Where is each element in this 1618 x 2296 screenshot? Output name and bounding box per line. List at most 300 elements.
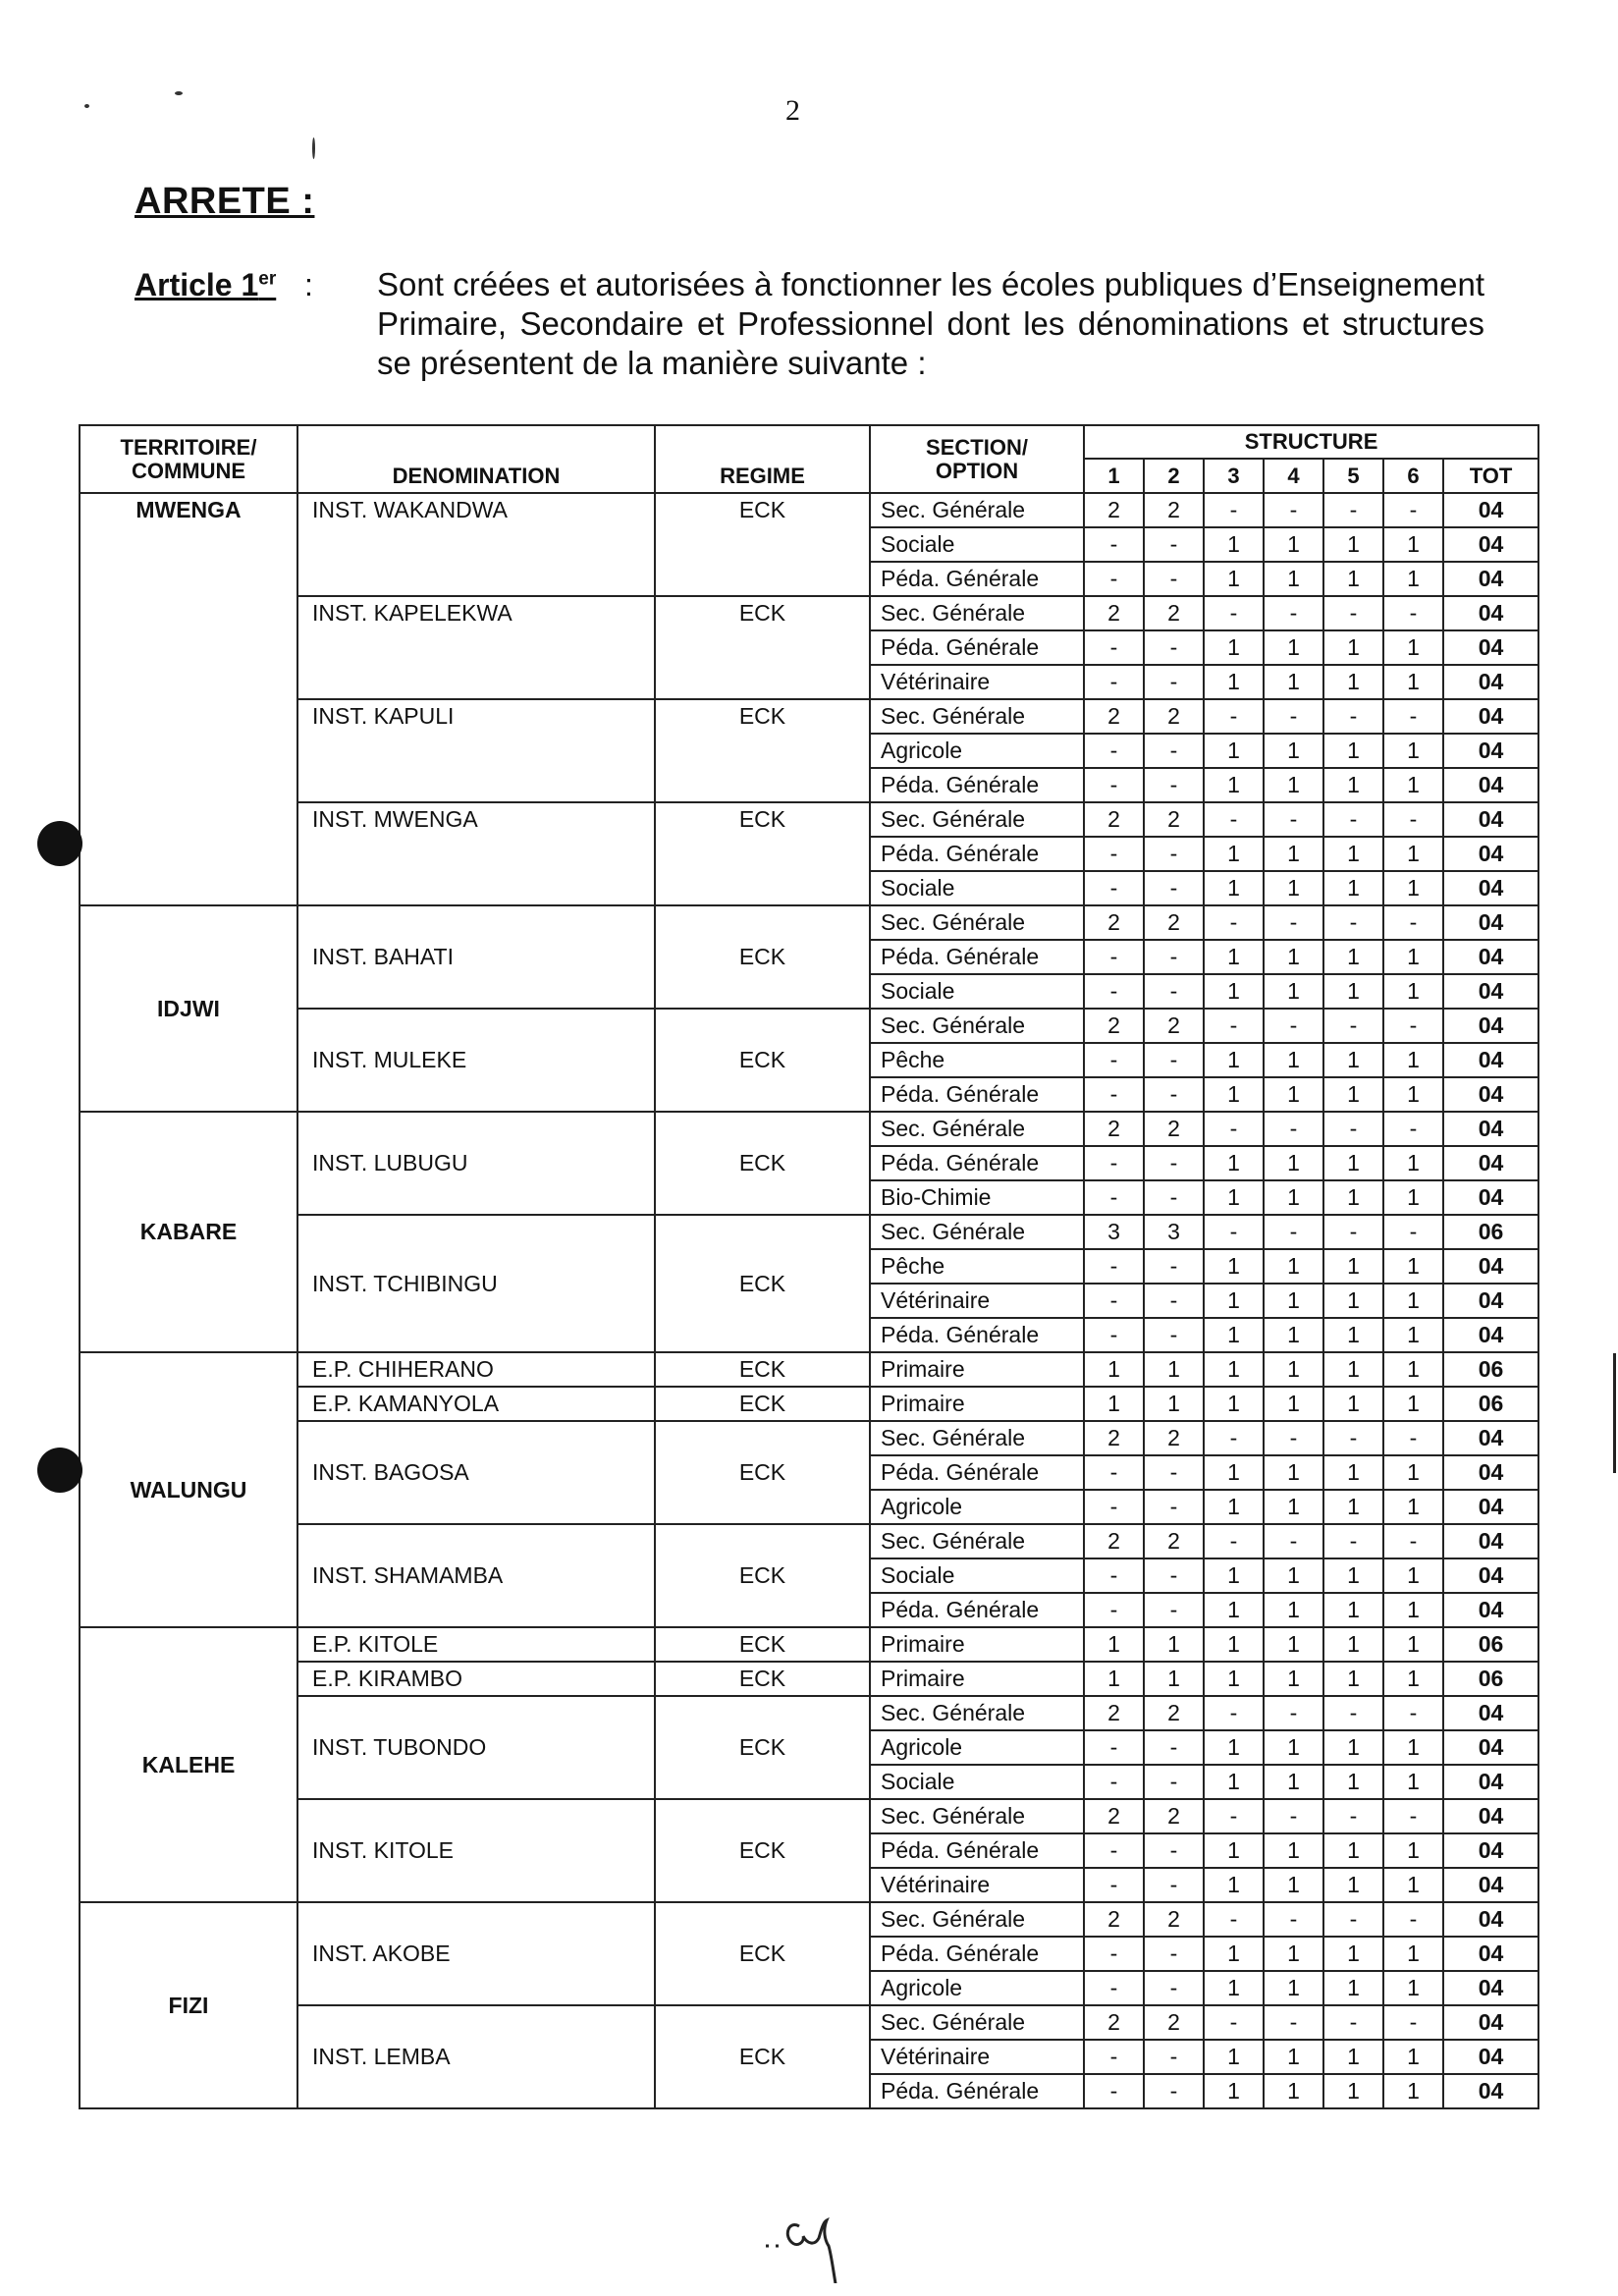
year-value-cell: 1 xyxy=(1264,1455,1323,1490)
hole-punch-mark xyxy=(37,821,82,866)
year-value-cell: - xyxy=(1144,1180,1204,1215)
year-value-cell: 1 xyxy=(1383,1352,1443,1387)
regime-cell: ECK xyxy=(655,1662,870,1696)
school-name-cell: E.P. KITOLE xyxy=(297,1627,655,1662)
year-value-cell: 1 xyxy=(1383,974,1443,1009)
year-value-cell: - xyxy=(1084,1284,1144,1318)
total-cell: 04 xyxy=(1443,2074,1538,2108)
year-value-cell: - xyxy=(1084,1455,1144,1490)
year-value-cell: 1 xyxy=(1323,1627,1383,1662)
year-value-cell: 1 xyxy=(1383,940,1443,974)
year-value-cell: 1 xyxy=(1323,974,1383,1009)
year-value-cell: 1 xyxy=(1204,562,1264,596)
total-cell: 04 xyxy=(1443,1112,1538,1146)
total-cell: 04 xyxy=(1443,1524,1538,1558)
option-cell: Péda. Générale xyxy=(870,1318,1084,1352)
total-cell: 04 xyxy=(1443,1971,1538,2005)
year-value-cell: 1 xyxy=(1323,1662,1383,1696)
year-value-cell: - xyxy=(1323,1009,1383,1043)
total-cell: 04 xyxy=(1443,1593,1538,1627)
year-value-cell: - xyxy=(1323,1902,1383,1937)
scan-edge-mark xyxy=(1613,1353,1616,1473)
regime-cell: ECK xyxy=(655,2005,870,2108)
year-value-cell: - xyxy=(1144,1558,1204,1593)
year-value-cell: 1 xyxy=(1323,1558,1383,1593)
year-value-cell: - xyxy=(1084,1937,1144,1971)
table-row xyxy=(80,1215,1538,1249)
year-value-cell: - xyxy=(1084,1318,1144,1352)
year-value-cell: 2 xyxy=(1144,1112,1204,1146)
year-value-cell: - xyxy=(1144,630,1204,665)
option-cell: Péda. Générale xyxy=(870,1833,1084,1868)
total-cell: 06 xyxy=(1443,1662,1538,1696)
territory-cell: WALUNGU xyxy=(80,1352,297,1627)
year-value-cell: 1 xyxy=(1204,1627,1264,1662)
year-value-cell: 1 xyxy=(1204,2040,1264,2074)
school-name-cell: E.P. CHIHERANO xyxy=(297,1352,655,1387)
year-value-cell: - xyxy=(1323,1421,1383,1455)
header-year-5: 5 xyxy=(1323,459,1383,493)
year-value-cell: - xyxy=(1204,802,1264,837)
total-cell: 04 xyxy=(1443,665,1538,699)
year-value-cell: - xyxy=(1144,974,1204,1009)
handwritten-initials xyxy=(756,2175,864,2283)
year-value-cell: 1 xyxy=(1144,1662,1204,1696)
total-cell: 04 xyxy=(1443,2005,1538,2040)
option-cell: Péda. Générale xyxy=(870,630,1084,665)
year-value-cell: - xyxy=(1204,1421,1264,1455)
year-value-cell: 1 xyxy=(1383,1249,1443,1284)
year-value-cell: - xyxy=(1383,1902,1443,1937)
year-value-cell: 1 xyxy=(1323,1284,1383,1318)
year-value-cell: 1 xyxy=(1264,1937,1323,1971)
regime-cell: ECK xyxy=(655,596,870,699)
year-value-cell: 1 xyxy=(1204,1455,1264,1490)
year-value-cell: - xyxy=(1204,1902,1264,1937)
year-value-cell: 1 xyxy=(1264,1868,1323,1902)
option-cell: Péda. Générale xyxy=(870,940,1084,974)
territory-cell: FIZI xyxy=(80,1902,297,2108)
year-value-cell: 1 xyxy=(1204,1284,1264,1318)
year-value-cell: 1 xyxy=(1323,1730,1383,1765)
year-value-cell: - xyxy=(1383,1112,1443,1146)
table-row xyxy=(80,1662,1538,1696)
year-value-cell: 2 xyxy=(1084,1902,1144,1937)
year-value-cell: 2 xyxy=(1084,1112,1144,1146)
year-value-cell: - xyxy=(1144,1937,1204,1971)
year-value-cell: 1 xyxy=(1383,1077,1443,1112)
option-cell: Sec. Générale xyxy=(870,1524,1084,1558)
option-cell: Péda. Générale xyxy=(870,2074,1084,2108)
year-value-cell: 1 xyxy=(1264,974,1323,1009)
year-value-cell: 1 xyxy=(1204,974,1264,1009)
total-cell: 04 xyxy=(1443,1490,1538,1524)
year-value-cell: - xyxy=(1383,699,1443,734)
scan-speck xyxy=(84,104,89,108)
year-value-cell: 1 xyxy=(1383,665,1443,699)
year-value-cell: 1 xyxy=(1264,768,1323,802)
year-value-cell: 1 xyxy=(1323,1937,1383,1971)
year-value-cell: 1 xyxy=(1204,630,1264,665)
article-colon: : xyxy=(304,267,313,302)
year-value-cell: - xyxy=(1084,1765,1144,1799)
year-value-cell: 1 xyxy=(1264,1971,1323,2005)
year-value-cell: - xyxy=(1144,2074,1204,2108)
year-value-cell: 1 xyxy=(1383,1180,1443,1215)
year-value-cell: - xyxy=(1264,1799,1323,1833)
total-cell: 04 xyxy=(1443,1249,1538,1284)
year-value-cell: - xyxy=(1264,596,1323,630)
header-section: SECTION/ OPTION xyxy=(870,425,1084,493)
option-cell: Sec. Générale xyxy=(870,1421,1084,1455)
school-name-cell: INST. BAHATI xyxy=(297,905,655,1009)
year-value-cell: 1 xyxy=(1323,665,1383,699)
territory-cell: KABARE xyxy=(80,1112,297,1352)
regime-cell: ECK xyxy=(655,1387,870,1421)
year-value-cell: 1 xyxy=(1264,1765,1323,1799)
year-value-cell: 1 xyxy=(1264,1043,1323,1077)
option-cell: Sociale xyxy=(870,871,1084,905)
year-value-cell: - xyxy=(1204,1215,1264,1249)
total-cell: 04 xyxy=(1443,2040,1538,2074)
total-cell: 04 xyxy=(1443,699,1538,734)
article-text: Sont créées et autorisées à fonctionner les écoles publiques d’Enseignement Primaire, Secondaire et Professionnel dont les dénominations et structures se présentent de la manière suivante : xyxy=(377,266,1484,381)
year-value-cell: - xyxy=(1323,596,1383,630)
option-cell: Pêche xyxy=(870,1043,1084,1077)
option-cell: Agricole xyxy=(870,734,1084,768)
year-value-cell: 1 xyxy=(1323,2040,1383,2074)
option-cell: Sociale xyxy=(870,527,1084,562)
year-value-cell: - xyxy=(1323,1696,1383,1730)
total-cell: 04 xyxy=(1443,1937,1538,1971)
option-cell: Péda. Générale xyxy=(870,1937,1084,1971)
year-value-cell: 1 xyxy=(1204,1180,1264,1215)
year-value-cell: 1 xyxy=(1383,1284,1443,1318)
territory-cell: IDJWI xyxy=(80,905,297,1112)
year-value-cell: 1 xyxy=(1204,1833,1264,1868)
year-value-cell: 2 xyxy=(1144,699,1204,734)
year-value-cell: - xyxy=(1144,1284,1204,1318)
year-value-cell: 1 xyxy=(1204,1662,1264,1696)
year-value-cell: - xyxy=(1144,1971,1204,2005)
year-value-cell: - xyxy=(1144,1730,1204,1765)
year-value-cell: 1 xyxy=(1204,1249,1264,1284)
year-value-cell: 1 xyxy=(1383,1765,1443,1799)
year-value-cell: 1 xyxy=(1264,1180,1323,1215)
year-value-cell: 2 xyxy=(1144,1524,1204,1558)
year-value-cell: 1 xyxy=(1323,1352,1383,1387)
option-cell: Vétérinaire xyxy=(870,665,1084,699)
header-year-4: 4 xyxy=(1264,459,1323,493)
header-year-1: 1 xyxy=(1084,459,1144,493)
year-value-cell: - xyxy=(1383,1799,1443,1833)
year-value-cell: 1 xyxy=(1383,1455,1443,1490)
year-value-cell: - xyxy=(1383,1696,1443,1730)
year-value-cell: 2 xyxy=(1144,2005,1204,2040)
year-value-cell: 3 xyxy=(1144,1215,1204,1249)
year-value-cell: 1 xyxy=(1204,1558,1264,1593)
year-value-cell: - xyxy=(1144,527,1204,562)
year-value-cell: 1 xyxy=(1383,1627,1443,1662)
year-value-cell: 3 xyxy=(1084,1215,1144,1249)
year-value-cell: - xyxy=(1204,596,1264,630)
year-value-cell: - xyxy=(1084,1868,1144,1902)
option-cell: Primaire xyxy=(870,1662,1084,1696)
year-value-cell: - xyxy=(1144,1765,1204,1799)
school-name-cell: E.P. KIRAMBO xyxy=(297,1662,655,1696)
table-row xyxy=(80,1799,1538,1833)
regime-cell: ECK xyxy=(655,1696,870,1799)
total-cell: 04 xyxy=(1443,1902,1538,1937)
header-total: TOT xyxy=(1443,459,1538,493)
year-value-cell: - xyxy=(1383,596,1443,630)
year-value-cell: 1 xyxy=(1204,1765,1264,1799)
school-name-cell: INST. TCHIBINGU xyxy=(297,1215,655,1352)
year-value-cell: - xyxy=(1084,768,1144,802)
year-value-cell: 1 xyxy=(1204,768,1264,802)
year-value-cell: 1 xyxy=(1323,1318,1383,1352)
total-cell: 04 xyxy=(1443,1146,1538,1180)
year-value-cell: 1 xyxy=(1323,871,1383,905)
option-cell: Agricole xyxy=(870,1971,1084,2005)
total-cell: 04 xyxy=(1443,1455,1538,1490)
year-value-cell: - xyxy=(1084,630,1144,665)
year-value-cell: - xyxy=(1204,699,1264,734)
year-value-cell: 1 xyxy=(1383,1593,1443,1627)
regime-cell: ECK xyxy=(655,1902,870,2005)
year-value-cell: 1 xyxy=(1383,562,1443,596)
regime-cell: ECK xyxy=(655,1352,870,1387)
school-name-cell: INST. LEMBA xyxy=(297,2005,655,2108)
year-value-cell: 2 xyxy=(1084,802,1144,837)
table-row xyxy=(80,596,1538,630)
year-value-cell: 1 xyxy=(1323,630,1383,665)
option-cell: Bio-Chimie xyxy=(870,1180,1084,1215)
option-cell: Péda. Générale xyxy=(870,768,1084,802)
option-cell: Sec. Générale xyxy=(870,1112,1084,1146)
year-value-cell: - xyxy=(1144,1833,1204,1868)
year-value-cell: - xyxy=(1323,2005,1383,2040)
year-value-cell: - xyxy=(1383,802,1443,837)
table-row xyxy=(80,1627,1538,1662)
total-cell: 04 xyxy=(1443,493,1538,527)
year-value-cell: 1 xyxy=(1204,1971,1264,2005)
year-value-cell: 1 xyxy=(1264,1352,1323,1387)
year-value-cell: 1 xyxy=(1264,1627,1323,1662)
year-value-cell: 1 xyxy=(1383,1833,1443,1868)
territory-cell: MWENGA xyxy=(80,493,297,905)
year-value-cell: - xyxy=(1084,2074,1144,2108)
regime-cell: ECK xyxy=(655,905,870,1009)
year-value-cell: - xyxy=(1144,1043,1204,1077)
year-value-cell: 1 xyxy=(1084,1662,1144,1696)
year-value-cell: 1 xyxy=(1323,1971,1383,2005)
school-name-cell: INST. KAPULI xyxy=(297,699,655,802)
year-value-cell: - xyxy=(1084,1730,1144,1765)
year-value-cell: 1 xyxy=(1383,630,1443,665)
year-value-cell: 1 xyxy=(1264,2074,1323,2108)
total-cell: 04 xyxy=(1443,1077,1538,1112)
year-value-cell: 2 xyxy=(1144,596,1204,630)
year-value-cell: 2 xyxy=(1084,699,1144,734)
year-value-cell: 1 xyxy=(1383,734,1443,768)
total-cell: 04 xyxy=(1443,974,1538,1009)
option-cell: Sec. Générale xyxy=(870,905,1084,940)
year-value-cell: - xyxy=(1144,1077,1204,1112)
year-value-cell: 1 xyxy=(1383,1387,1443,1421)
year-value-cell: - xyxy=(1084,940,1144,974)
year-value-cell: - xyxy=(1383,905,1443,940)
year-value-cell: 1 xyxy=(1084,1627,1144,1662)
year-value-cell: 1 xyxy=(1264,2040,1323,2074)
year-value-cell: 1 xyxy=(1323,837,1383,871)
header-regime: REGIME xyxy=(655,425,870,493)
year-value-cell: - xyxy=(1204,1696,1264,1730)
total-cell: 06 xyxy=(1443,1352,1538,1387)
year-value-cell: 1 xyxy=(1204,1043,1264,1077)
year-value-cell: 1 xyxy=(1383,1043,1443,1077)
regime-cell: ECK xyxy=(655,1524,870,1627)
year-value-cell: - xyxy=(1144,1249,1204,1284)
year-value-cell: 1 xyxy=(1144,1387,1204,1421)
year-value-cell: 1 xyxy=(1323,1765,1383,1799)
year-value-cell: 1 xyxy=(1264,1593,1323,1627)
year-value-cell: - xyxy=(1264,905,1323,940)
schools-table xyxy=(79,424,1539,2109)
year-value-cell: - xyxy=(1084,665,1144,699)
year-value-cell: 1 xyxy=(1323,1490,1383,1524)
school-name-cell: INST. KITOLE xyxy=(297,1799,655,1902)
year-value-cell: - xyxy=(1144,665,1204,699)
year-value-cell: 1 xyxy=(1264,734,1323,768)
year-value-cell: 1 xyxy=(1204,837,1264,871)
regime-cell: ECK xyxy=(655,1215,870,1352)
year-value-cell: - xyxy=(1323,1112,1383,1146)
year-value-cell: - xyxy=(1144,1146,1204,1180)
year-value-cell: 1 xyxy=(1264,1490,1323,1524)
year-value-cell: 1 xyxy=(1383,2074,1443,2108)
year-value-cell: - xyxy=(1383,2005,1443,2040)
year-value-cell: 1 xyxy=(1204,1868,1264,1902)
year-value-cell: 1 xyxy=(1383,1662,1443,1696)
year-value-cell: - xyxy=(1323,1215,1383,1249)
year-value-cell: 1 xyxy=(1084,1387,1144,1421)
regime-cell: ECK xyxy=(655,493,870,596)
year-value-cell: 1 xyxy=(1264,1284,1323,1318)
year-value-cell: 1 xyxy=(1323,1043,1383,1077)
year-value-cell: - xyxy=(1323,493,1383,527)
year-value-cell: - xyxy=(1144,1868,1204,1902)
table-row xyxy=(80,1112,1538,1146)
option-cell: Sec. Générale xyxy=(870,493,1084,527)
year-value-cell: 1 xyxy=(1264,1662,1323,1696)
year-value-cell: 1 xyxy=(1383,871,1443,905)
year-value-cell: - xyxy=(1323,1524,1383,1558)
year-value-cell: 1 xyxy=(1204,1387,1264,1421)
school-name-cell: INST. MWENGA xyxy=(297,802,655,905)
option-cell: Agricole xyxy=(870,1490,1084,1524)
year-value-cell: 1 xyxy=(1264,1558,1323,1593)
year-value-cell: 1 xyxy=(1264,1077,1323,1112)
year-value-cell: - xyxy=(1264,1421,1323,1455)
regime-cell: ECK xyxy=(655,1421,870,1524)
header-year-2: 2 xyxy=(1144,459,1204,493)
year-value-cell: - xyxy=(1383,1524,1443,1558)
option-cell: Sec. Générale xyxy=(870,802,1084,837)
year-value-cell: 2 xyxy=(1084,1524,1144,1558)
year-value-cell: 1 xyxy=(1144,1352,1204,1387)
option-cell: Sociale xyxy=(870,1765,1084,1799)
option-cell: Primaire xyxy=(870,1352,1084,1387)
option-cell: Péda. Générale xyxy=(870,1455,1084,1490)
regime-cell: ECK xyxy=(655,1627,870,1662)
school-name-cell: INST. TUBONDO xyxy=(297,1696,655,1799)
year-value-cell: 1 xyxy=(1264,1833,1323,1868)
option-cell: Vétérinaire xyxy=(870,1284,1084,1318)
total-cell: 04 xyxy=(1443,596,1538,630)
option-cell: Sec. Générale xyxy=(870,1215,1084,1249)
year-value-cell: - xyxy=(1084,1249,1144,1284)
year-value-cell: 2 xyxy=(1084,1421,1144,1455)
year-value-cell: - xyxy=(1383,493,1443,527)
regime-cell: ECK xyxy=(655,1112,870,1215)
year-value-cell: 1 xyxy=(1264,630,1323,665)
total-cell: 06 xyxy=(1443,1387,1538,1421)
table-row xyxy=(80,1387,1538,1421)
year-value-cell: - xyxy=(1144,734,1204,768)
year-value-cell: 2 xyxy=(1144,1009,1204,1043)
option-cell: Vétérinaire xyxy=(870,2040,1084,2074)
total-cell: 04 xyxy=(1443,1558,1538,1593)
year-value-cell: - xyxy=(1264,1696,1323,1730)
table-row xyxy=(80,1524,1538,1558)
year-value-cell: 1 xyxy=(1323,1455,1383,1490)
header-denomination: DENOMINATION xyxy=(297,425,655,493)
year-value-cell: 1 xyxy=(1264,1730,1323,1765)
year-value-cell: 1 xyxy=(1264,665,1323,699)
school-name-cell: INST. MULEKE xyxy=(297,1009,655,1112)
year-value-cell: 2 xyxy=(1084,2005,1144,2040)
year-value-cell: - xyxy=(1264,1009,1323,1043)
option-cell: Sec. Générale xyxy=(870,2005,1084,2040)
total-cell: 06 xyxy=(1443,1627,1538,1662)
hole-punch-mark xyxy=(37,1448,82,1493)
option-cell: Péda. Générale xyxy=(870,837,1084,871)
year-value-cell: 1 xyxy=(1323,1833,1383,1868)
school-name-cell: INST. AKOBE xyxy=(297,1902,655,2005)
year-value-cell: - xyxy=(1144,940,1204,974)
year-value-cell: - xyxy=(1204,1009,1264,1043)
scan-speck xyxy=(175,91,183,95)
option-cell: Sec. Générale xyxy=(870,1902,1084,1937)
year-value-cell: - xyxy=(1144,768,1204,802)
option-cell: Sec. Générale xyxy=(870,1799,1084,1833)
school-name-cell: INST. BAGOSA xyxy=(297,1421,655,1524)
year-value-cell: 1 xyxy=(1383,837,1443,871)
year-value-cell: 1 xyxy=(1264,1249,1323,1284)
total-cell: 04 xyxy=(1443,527,1538,562)
year-value-cell: 1 xyxy=(1323,940,1383,974)
year-value-cell: 1 xyxy=(1204,1146,1264,1180)
regime-cell: ECK xyxy=(655,1009,870,1112)
year-value-cell: 1 xyxy=(1204,2074,1264,2108)
option-cell: Sociale xyxy=(870,1558,1084,1593)
year-value-cell: - xyxy=(1084,527,1144,562)
table-row xyxy=(80,493,1538,527)
decree-heading: ARRETE : xyxy=(135,181,315,222)
year-value-cell: 1 xyxy=(1264,940,1323,974)
year-value-cell: 1 xyxy=(1204,1593,1264,1627)
